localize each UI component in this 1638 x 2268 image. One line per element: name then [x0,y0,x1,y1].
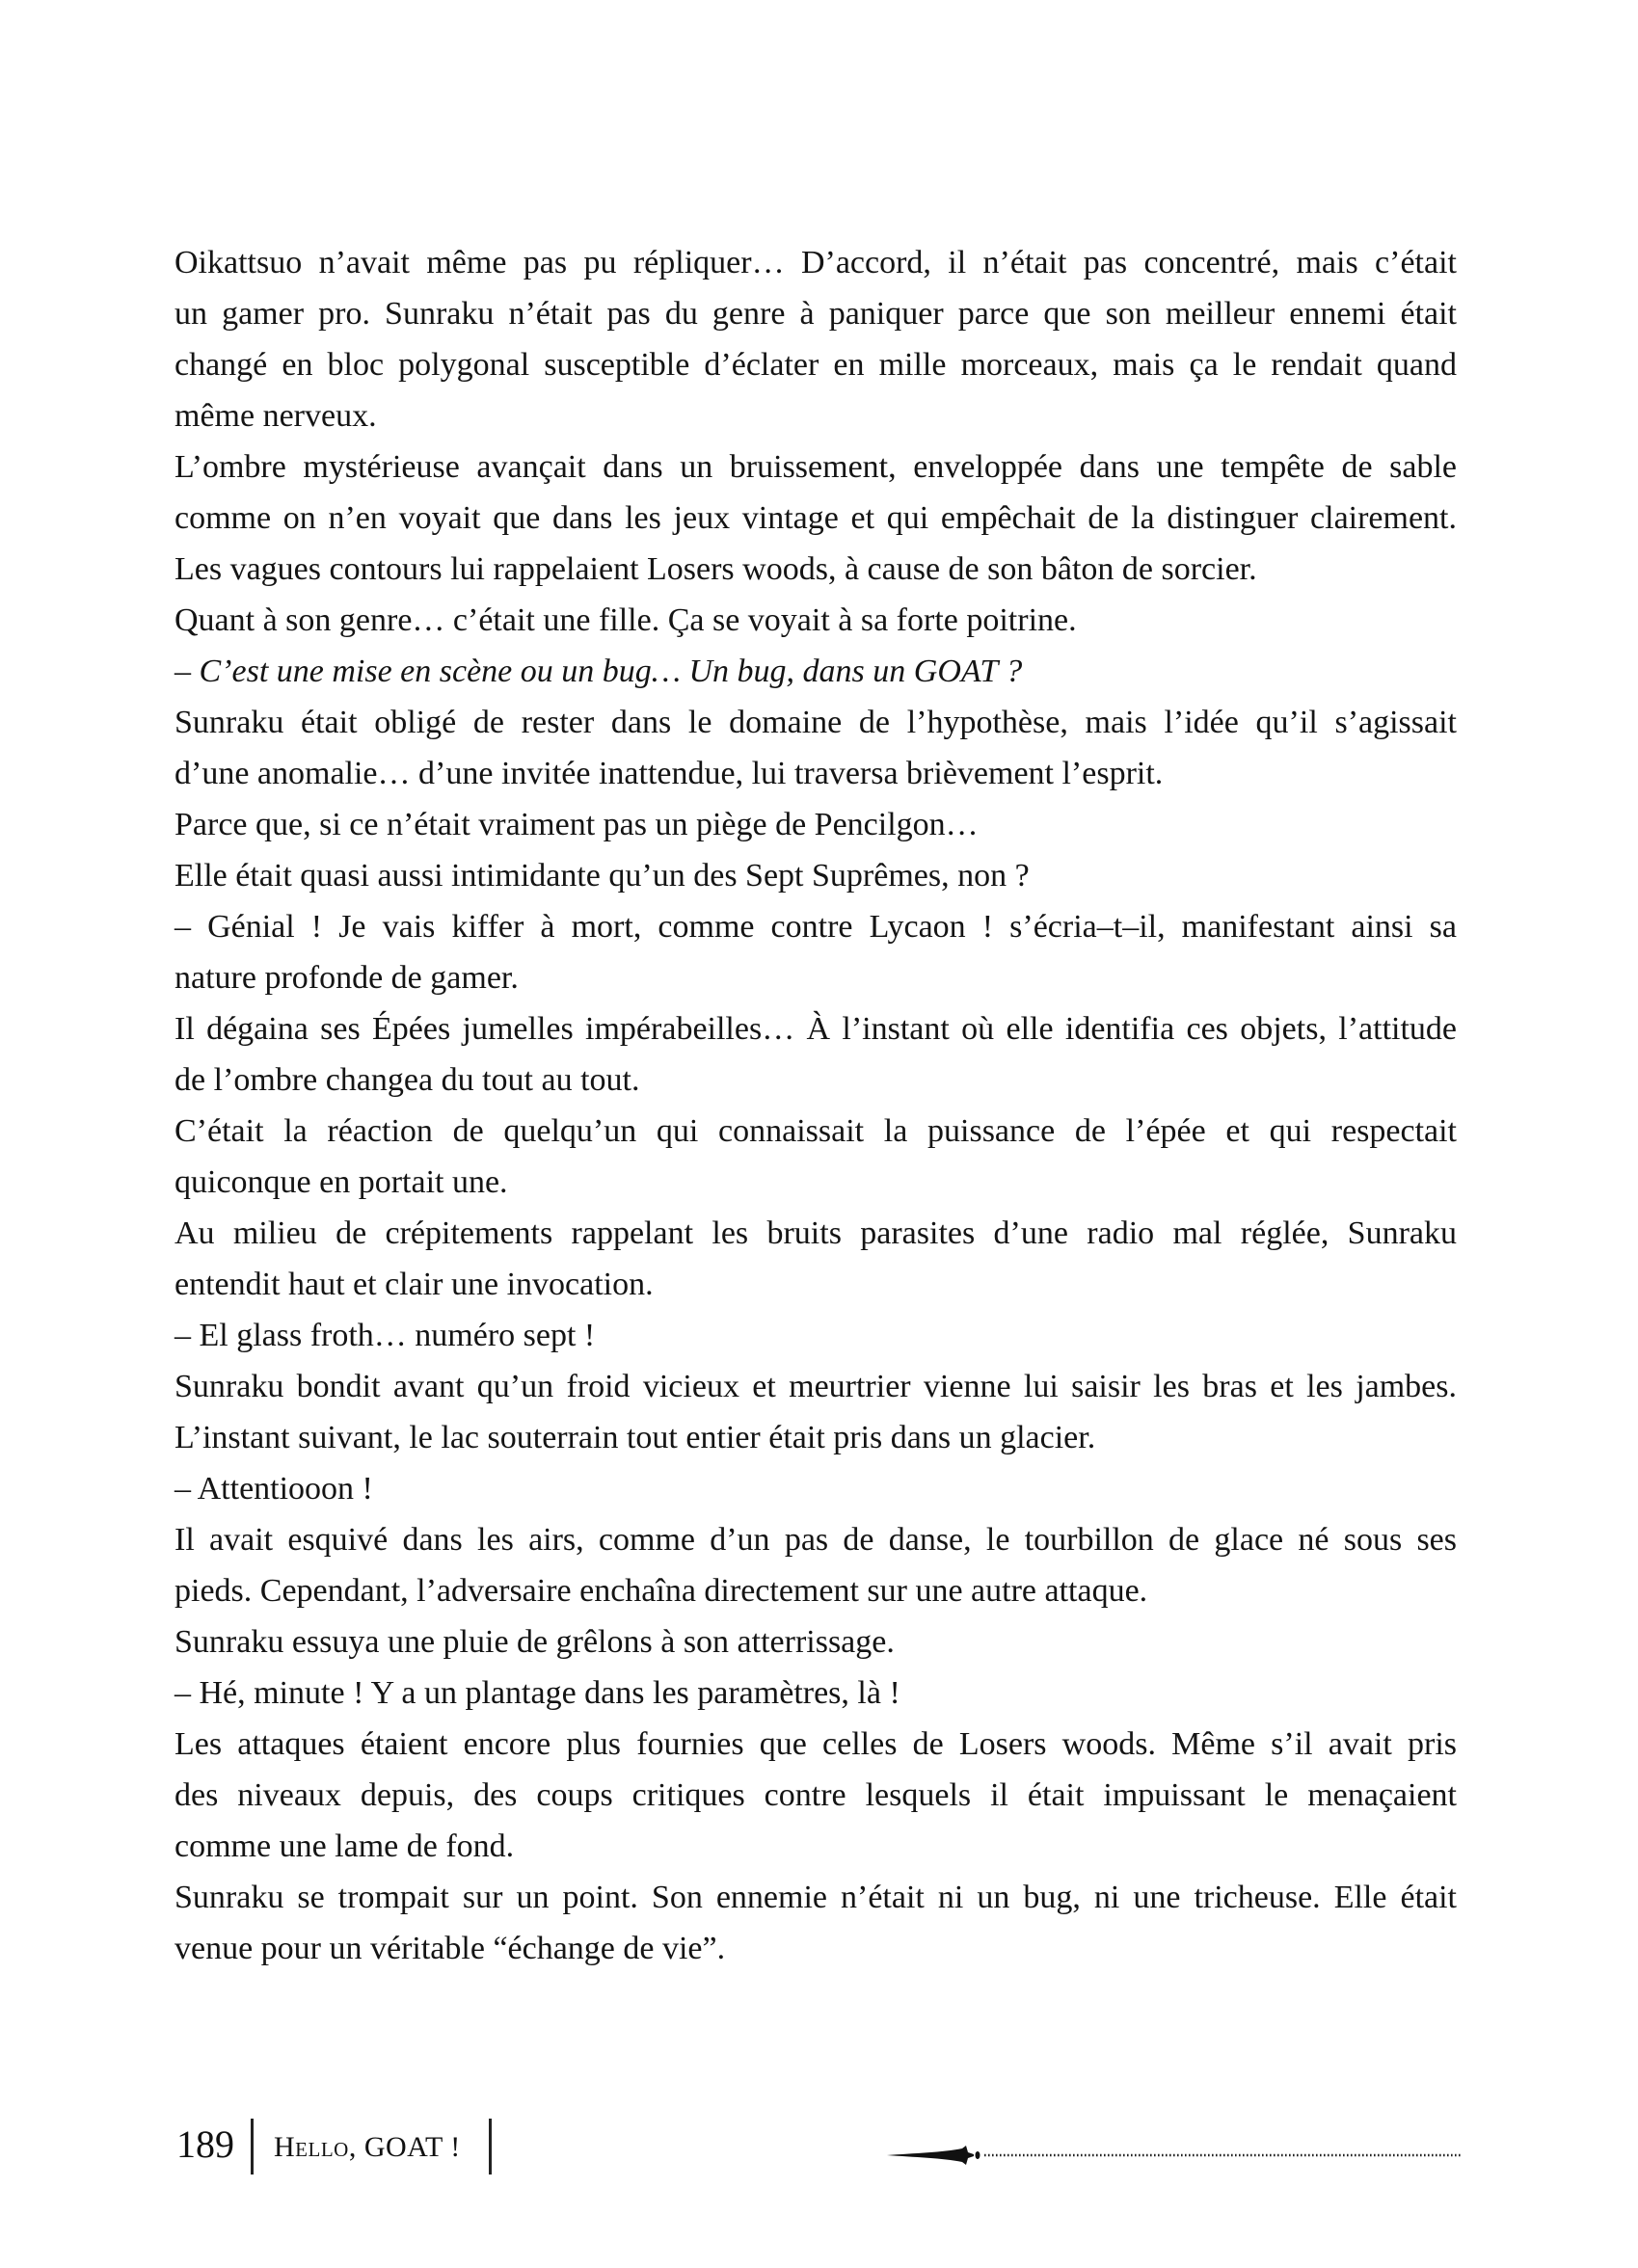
text-line: venue pour un véritable “échange de vie”. [175,1931,726,1966]
text-line: Sunraku était obligé de rester dans le domaine de l’hypothèse, mais l’idée qu’il s’agissait [175,705,1457,740]
text-line: Quant à son genre… c’était une fille. Ça se voyait à sa forte poitrine. [175,602,1077,638]
running-title: Hello, GOAT ! [274,2131,461,2163]
text-line: C’était la réaction de quelqu’un qui connaissait la puissance de l’épée et qui respectait [175,1113,1457,1149]
text-line: Les attaques étaient encore plus fournies que celles de Losers woods. Même s’il avait pris [175,1726,1457,1762]
text-line: – Hé, minute ! Y a un plantage dans les paramètres, là ! [175,1675,900,1711]
footer-divider [489,2119,492,2175]
footer-divider [251,2119,254,2175]
text-line: nature profonde de gamer. [175,960,519,996]
text-line: Oikattsuo n’avait même pas pu répliquer… D’accord, il n’était pas concentré, mais c’était [175,245,1457,280]
text-line: Les vagues contours lui rappelaient Losers woods, à cause de son bâton de sorcier. [175,551,1257,587]
text-line: L’instant suivant, le lac souterrain tout entier était pris dans un glacier. [175,1420,1096,1455]
text-line: – C’est une mise en scène ou un bug… Un bug, dans un GOAT ? [175,654,1023,689]
text-line: même nerveux. [175,398,377,434]
text-line: des niveaux depuis, des coups critiques contre lesquels il était impuissant le menaçaient [175,1777,1457,1813]
text-line: comme on n’en voyait que dans les jeux vintage et qui empêchait de la distinguer clairement. [175,500,1457,536]
text-line: un gamer pro. Sunraku n’était pas du genre à paniquer parce que son meilleur ennemi était [175,296,1457,332]
text-line: Il dégaina ses Épées jumelles impérabeilles… À l’instant où elle identifia ces objets, l’attitude [175,1011,1457,1047]
text-line: – Génial ! Je vais kiffer à mort, comme contre Lycaon ! s’écria–t–il, manifestant ainsi sa [175,909,1457,945]
text-line: Sunraku essuya une pluie de grêlons à son atterrissage. [175,1624,895,1660]
page-number: 189 [176,2122,234,2166]
text-line: Sunraku bondit avant qu’un froid vicieux et meurtrier vienne lui saisir les bras et les jambes. [175,1369,1457,1404]
text-line: pieds. Cependant, l’adversaire enchaîna directement sur une autre attaque. [175,1573,1148,1609]
page-footer [0,2117,1638,2184]
text-line: d’une anomalie… d’une invitée inattendue, lui traversa brièvement l’esprit. [175,756,1164,791]
text-line: de l’ombre changea du tout au tout. [175,1062,640,1098]
text-line: – El glass froth… numéro sept ! [175,1318,596,1353]
text-line: – Attentiooon ! [175,1471,373,1507]
text-line: comme une lame de fond. [175,1828,515,1864]
text-line: Sunraku se trompait sur un point. Son ennemie n’était ni un bug, ni une tricheuse. Elle était [175,1880,1457,1915]
text-line: entendit haut et clair une invocation. [175,1267,654,1302]
text-line: Parce que, si ce n’était vraiment pas un piège de Pencilgon… [175,807,979,842]
text-line: Elle était quasi aussi intimidante qu’un des Sept Suprêmes, non ? [175,858,1030,894]
text-line: Il avait esquivé dans les airs, comme d’un pas de danse, le tourbillon de glace né sous ses [175,1522,1457,1558]
text-line: changé en bloc polygonal susceptible d’éclater en mille morceaux, mais ça le rendait quand [175,347,1457,383]
text-line: L’ombre mystérieuse avançait dans un bruissement, enveloppée dans une tempête de sable [175,449,1457,485]
text-line: Au milieu de crépitements rappelant les bruits parasites d’une radio mal réglée, Sunraku [175,1215,1457,1251]
arrow-ornament-icon [885,2144,1463,2167]
body-text [175,237,1457,1974]
text-line: quiconque en portait une. [175,1164,508,1200]
